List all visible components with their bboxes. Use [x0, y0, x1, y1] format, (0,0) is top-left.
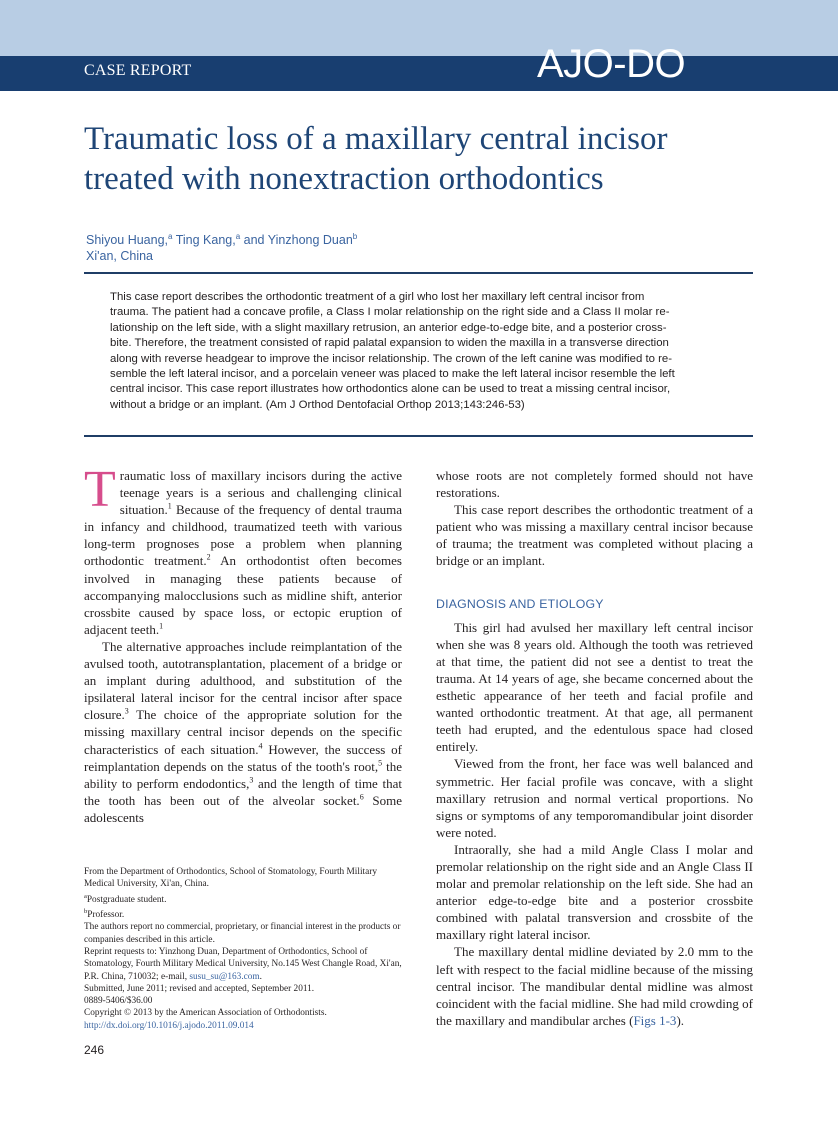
footnote-text: .: [259, 971, 262, 982]
left-column: [84, 461, 402, 826]
footnote-submitted: Submitted, June 2011; revised and accepted, September 2011.: [84, 983, 315, 994]
figure-link[interactable]: Figs 1-3: [633, 1012, 677, 1028]
abstract-line: semble the left lateral incisor, and a porcelain veneer was placed to make the left lateral incisor resemble the left: [110, 368, 675, 381]
footnote-issn: 0889-5406/$36.00: [84, 996, 153, 1007]
abstract-bottom-rule: [84, 435, 753, 437]
text-run: ).: [676, 1012, 685, 1028]
footnote-text: Professor.: [87, 910, 125, 921]
citation-ref: 3: [249, 775, 254, 785]
title-line-2: treated with nonextraction orthodontics: [84, 161, 604, 197]
author-name: Shiyou Huang,: [86, 233, 169, 248]
body-paragraph: This girl had avulsed her maxillary left central incisor when she was 8 years old. Although the tooth was retrieved at that time, the patient did not see a dentist to treat the trauma. At 14 years of age, she became concerned about the esthetic appearance of her teeth and facial profile and wanted orthodontic treatment. At that age, all permanent teeth had erupted, and the edentulous space had closed entirely.: [436, 619, 753, 755]
author-name: and Yinzhong Duan: [243, 233, 353, 248]
footnote-text: Reprint requests to: Yinzhong Duan, Department of Orthodontics, School of Stomatology, Fourth Military Medical University, No.145 West Changle Road, Xi'an, P.R. China, 710032; e-mail,: [84, 946, 402, 982]
text-run: The maxillary dental midline deviated by 2.0 mm to the left with respect to the facial midline because of the missing central incisor. The mandibular dental midline was almost coincident with the facial midline. She had mild crowding of the maxillary and mandibular arches (: [436, 944, 753, 1028]
text-run: raumatic loss of maxillary incisors during the active teenage years is a serious and challenging clinical situation.: [119, 468, 402, 518]
citation-ref: 1: [159, 621, 164, 631]
citation-ref: 6: [359, 792, 364, 802]
text-run: Because of the frequency of dental trauma in infancy and childhood, traumatized teeth with various long-term prognoses pose a problem when planning orthodontic treatment.: [84, 502, 402, 569]
text-run: and the length of time that the tooth has been out of the alveolar socket.: [84, 775, 402, 808]
title-line-1: Traumatic loss of a maxillary central incisor: [84, 121, 668, 157]
abstract-top-rule: [84, 272, 753, 274]
body-paragraph: whose roots are not completely formed should not have restorations.: [436, 468, 753, 501]
author-location: Xi'an, China: [86, 249, 154, 264]
text-run: the ability to perform endodontics,: [84, 758, 402, 791]
section-heading: DIAGNOSIS AND ETIOLOGY: [436, 596, 604, 611]
journal-logo: AJO-DO: [537, 42, 686, 86]
footnote-department: From the Department of Orthodontics, School of Stomatology, Fourth Military Medical University, Xi'an, China.: [84, 867, 377, 890]
drop-cap: T: [84, 461, 116, 518]
abstract-line: This case report describes the orthodontic treatment of a girl who lost her maxillary left central incisor from: [110, 291, 645, 303]
abstract-line: along with reverse headgear to improve the incisor relationship. The crown of the left canine was modified to re-: [110, 352, 673, 365]
citation-ref: 3: [124, 706, 129, 716]
abstract-line: without a bridge or an implant. (Am J Orthod Dentofacial Orthop 2013;143:246-53): [110, 398, 525, 411]
body-paragraph: This case report describes the orthodontic treatment of a patient who was missing a maxillary central incisor because of trauma; the treatment was completed without placing a bridge or an implant.: [436, 502, 753, 569]
body-paragraph: Viewed from the front, her face was well balanced and symmetric. Her facial profile was concave, with a slight maxillary retrusion and normal vertical proportions. No signs or symptoms of any temporomandibular joint disorder were noted.: [436, 756, 753, 840]
doi-link[interactable]: http://dx.doi.org/10.1016/j.ajodo.2011.09.014: [84, 1020, 254, 1031]
affiliation-mark: b: [352, 232, 358, 241]
text-run: However, the success of reimplantation depends on the status of the tooth's root,: [84, 741, 402, 774]
affiliation-mark: a: [235, 232, 241, 241]
text-run: Some adolescents: [84, 792, 402, 825]
footnote-copyright: Copyright © 2013 by the American Association of Orthodontists.: [84, 1008, 327, 1019]
footnotes: [84, 866, 402, 1032]
footnote-mark: b: [84, 907, 88, 915]
abstract-line: central incisor. This case report illustrates how orthodontics alone can be used to treat a missing central incisor,: [110, 383, 671, 396]
email-link[interactable]: susu_su@163.com: [189, 971, 260, 982]
page-number: 246: [84, 1043, 105, 1057]
author-name: Ting Kang,: [175, 233, 236, 248]
body-paragraph: [436, 943, 753, 1028]
text-run: The alternative approaches include reimplantation of the avulsed tooth, autotransplantation, placement of a bridge or an implant during adulthood, and substitution of the ipsilateral lateral incisor for the central incisor after space closure.: [84, 638, 402, 723]
abstract-line: lationship on the left side, with a slight maxillary retrusion, an anterior edge-to-edge bite, and a posterior cross-: [110, 321, 667, 334]
body-paragraph: [84, 461, 402, 638]
abstract: [110, 290, 728, 413]
citation-ref: 1: [167, 501, 172, 511]
body-paragraph: Intraorally, she had a mild Angle Class I molar and premolar relationship on the right side and an Angle Class II molar and premolar relationship on the left side. She had an anterior edge-to-edge bite and a posterior crossbite combined with palatal transversion and crossbite of the maxillary right lateral incisor.: [436, 841, 753, 943]
right-column: [436, 467, 753, 1029]
abstract-line: bite. Therefore, the treatment consisted of rapid palatal expansion to widen the maxilla in a transverse direction: [110, 337, 669, 350]
body-paragraph: [84, 638, 402, 826]
footnote-text: Postgraduate student.: [86, 894, 167, 905]
text-run: The choice of the appropriate solution for the missing maxillary central incisor depends on the specific characteristics of each situation.: [84, 707, 402, 757]
citation-ref: 2: [206, 553, 211, 563]
footnote-mark: a: [84, 892, 87, 900]
footnote-affiliation-b: [84, 906, 402, 921]
citation-ref: 5: [378, 758, 383, 768]
footnote-reprint: [84, 946, 402, 983]
header-band-light: [0, 0, 838, 56]
section-label: CASE REPORT: [84, 62, 192, 79]
abstract-line: trauma. The patient had a concave profile, a Class I molar relationship on the right side and a Class II molar re-: [110, 306, 670, 319]
footnote-affiliation-a: [84, 891, 402, 906]
citation-ref: 4: [258, 741, 263, 751]
author-block: [86, 229, 357, 264]
text-run: An orthodontist often becomes involved in managing these patients because of accompanying malocclusions such as midline shift, anterior crossbite caused by space loss, or ectopic eruption of adjacent teeth.: [84, 553, 402, 637]
affiliation-mark: a: [168, 232, 173, 241]
author-list: [86, 229, 357, 248]
article-title: [84, 119, 764, 199]
footnote-conflict: The authors report no commercial, proprietary, or financial interest in the products or companies described in this article.: [84, 922, 401, 945]
